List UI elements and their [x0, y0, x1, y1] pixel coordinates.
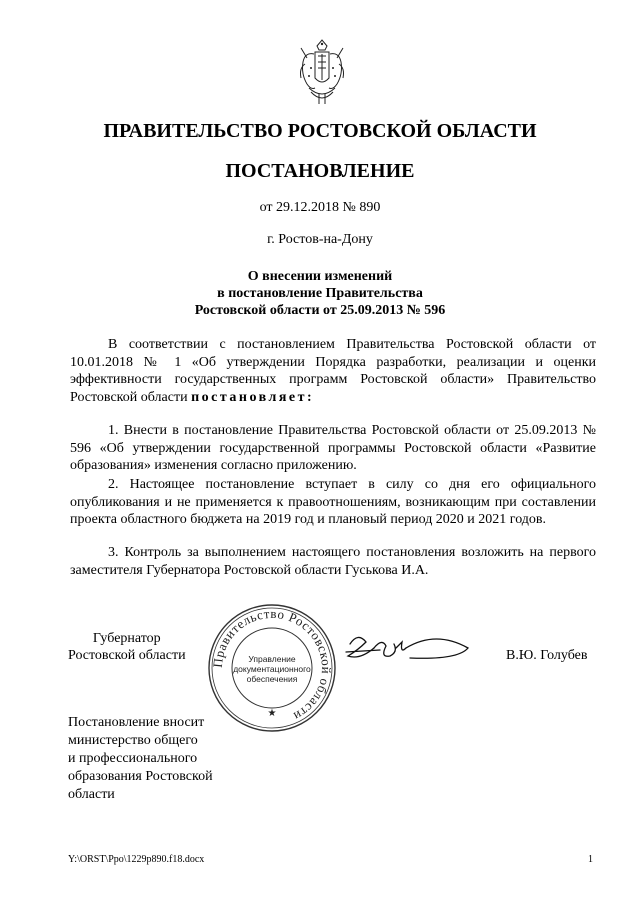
- preamble-paragraph: [70, 336, 596, 406]
- item-1-paragraph: [70, 422, 596, 475]
- item-1-text: 1. Внести в постановление Правительства Ростовской области от 25.09.2013 № 596 «Об утверждении государственной программы Ростовской области «Развитие образования» изменения согласно приложению.: [70, 423, 596, 474]
- stamp-center-line: Управление: [248, 654, 296, 664]
- note-line: Постановление вносит: [68, 715, 205, 730]
- item-3-paragraph: [70, 544, 596, 579]
- official-stamp: [206, 602, 338, 734]
- signatory-title: [68, 630, 186, 664]
- document-type: ПОСТАНОВЛЕНИЕ: [225, 160, 415, 182]
- signatory-title-line: Ростовской области: [68, 648, 186, 663]
- handwritten-signature: [340, 630, 475, 675]
- government-title: ПРАВИТЕЛЬСТВО РОСТОВСКОЙ ОБЛАСТИ: [103, 120, 537, 142]
- coat-of-arms-emblem: [297, 38, 347, 106]
- resolves-word: постановляет:: [191, 389, 315, 405]
- submitted-by-note: [68, 714, 213, 804]
- note-line: министерство общего: [68, 733, 198, 748]
- item-2-text: 2. Настоящее постановление вступает в силу со дня его официального опубликования и не применяется к правоотношениям, возникающим при составлении проекта областного бюджета на 2019 год и плановый период 2020 и 2021 годов.: [70, 477, 596, 528]
- stamp-center-line: документационного: [233, 664, 311, 674]
- city: г. Ростов-на-Дону: [267, 232, 373, 247]
- note-line: образования Ростовской: [68, 769, 213, 784]
- subject-line: О внесении изменений: [247, 269, 393, 284]
- subject-block: [0, 268, 640, 319]
- subject-line: в постановление Правительства: [217, 286, 423, 301]
- preamble-text: В соответствии с постановлением Правительства Ростовской области от 10.01.2018 № 1 «Об утверждении Порядка разработки, реализации и оценки эффективности государственных программ Ростовской области» Правительство Ростовской области: [70, 337, 596, 405]
- date-number: от 29.12.2018 № 890: [259, 200, 381, 215]
- note-line: и профессионального: [68, 751, 198, 766]
- item-2-paragraph: [70, 476, 596, 529]
- item-3-text: 3. Контроль за выполнением настоящего постановления возложить на первого заместителя Губернатора Ростовской области Гуськова И.А.: [70, 545, 596, 578]
- note-line: области: [68, 787, 115, 802]
- signatory-name: В.Ю. Голубев: [506, 648, 588, 663]
- file-path: Y:\ORST\Ppo\1229p890.f18.docx: [68, 854, 205, 865]
- page-number: 1: [588, 854, 593, 865]
- subject-line: Ростовской области от 25.09.2013 № 596: [194, 303, 446, 318]
- signatory-title-line: Губернатор: [92, 631, 161, 646]
- stamp-center-line: обеспечения: [246, 674, 298, 684]
- stamp-ring-text: Правительство Ростовской области: [209, 605, 335, 725]
- stamp-star-icon: ★: [267, 708, 277, 719]
